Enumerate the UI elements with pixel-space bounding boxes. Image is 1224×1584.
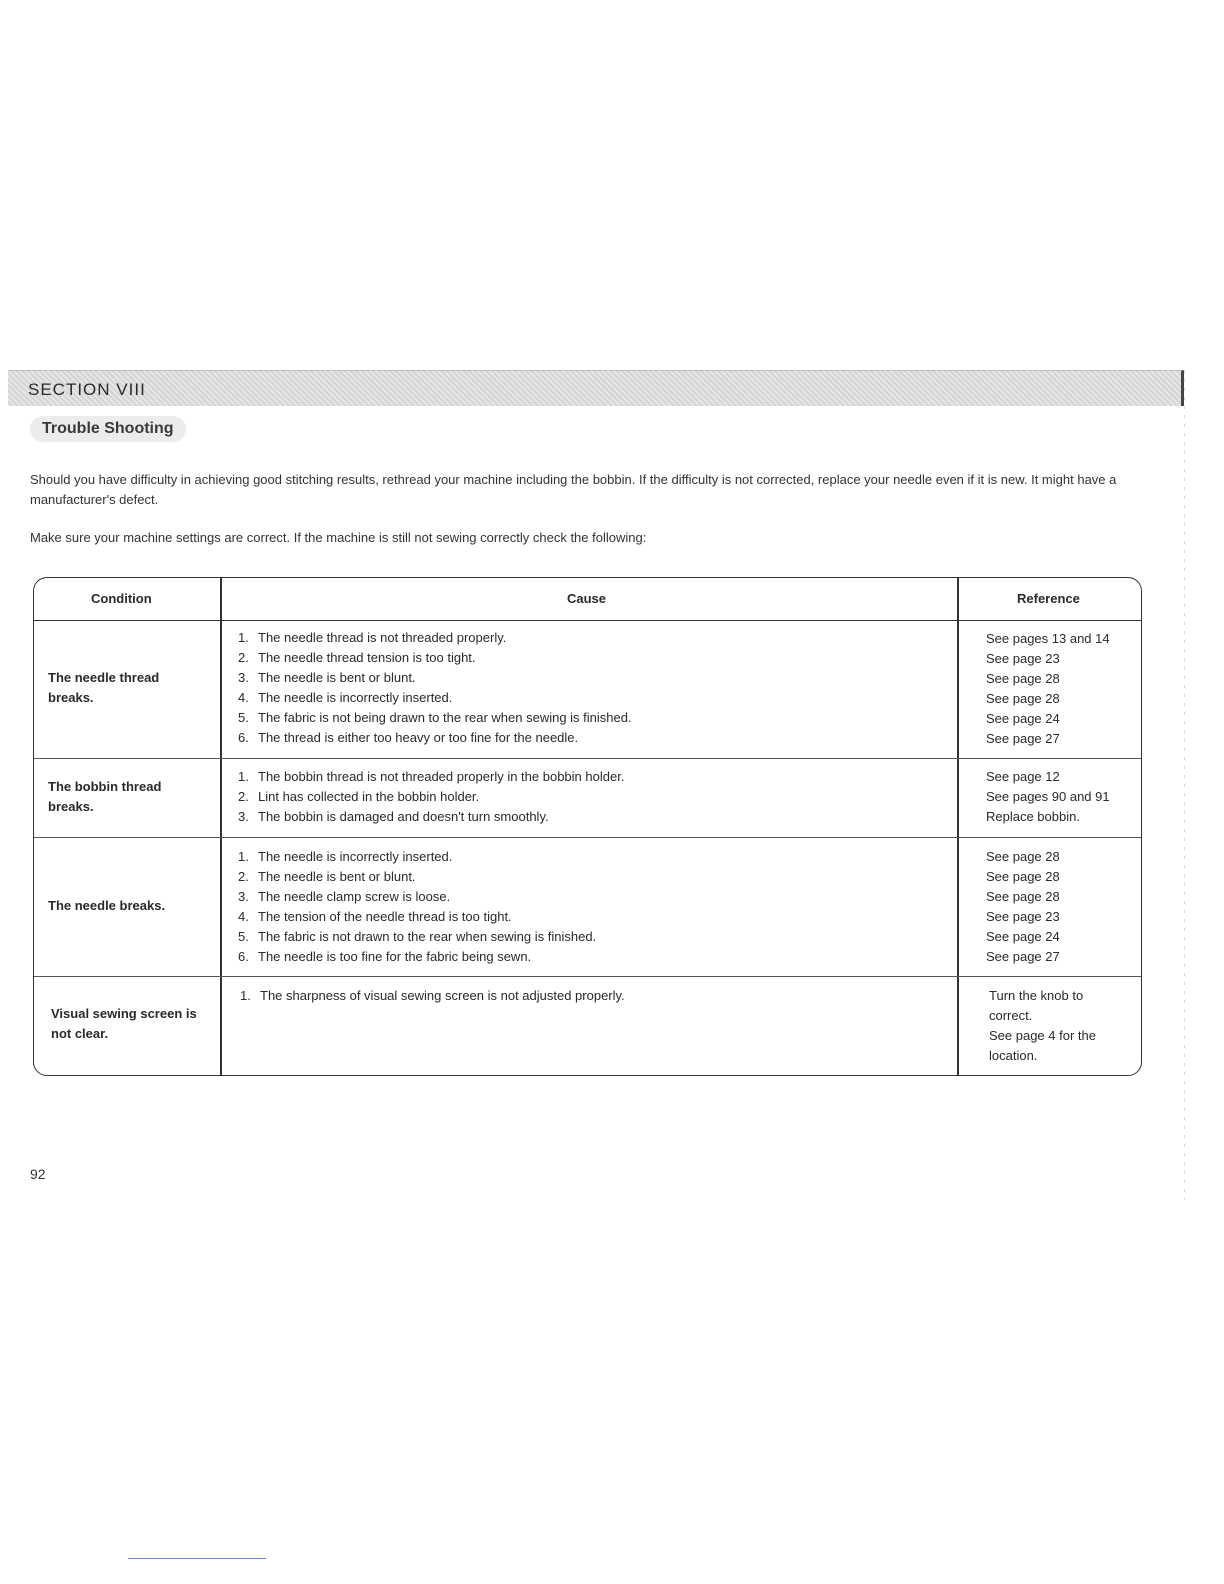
cause-item: 6. The needle is too fine for the fabric being sewn. bbox=[238, 949, 532, 964]
table-row bbox=[34, 759, 1141, 838]
reference-item: See page 28 bbox=[986, 869, 1060, 884]
instruction-paragraph: Make sure your machine settings are correct. If the machine is still not sewing correctly check the following: bbox=[30, 530, 647, 545]
reference-item: See page 12 bbox=[986, 769, 1060, 784]
condition-cell: The needle thread breaks. bbox=[48, 670, 160, 705]
header-condition: Condition bbox=[91, 591, 152, 606]
reference-list bbox=[989, 986, 1139, 1066]
reference-item: See page 23 bbox=[986, 651, 1060, 666]
table-row bbox=[34, 977, 1141, 1076]
condition-cell: The bobbin thread breaks. bbox=[48, 779, 162, 814]
reference-list bbox=[986, 629, 1136, 749]
reference-item: See page 24 bbox=[986, 711, 1060, 726]
cause-item: 3. The needle clamp screw is loose. bbox=[238, 889, 451, 904]
cause-list bbox=[238, 847, 938, 967]
cause-item: 4. The tension of the needle thread is too tight. bbox=[238, 909, 512, 924]
binding-edge bbox=[1184, 370, 1185, 1200]
reference-item: Turn the knob to bbox=[989, 988, 1084, 1003]
cause-item: 1. The bobbin thread is not threaded properly in the bobbin holder. bbox=[238, 769, 625, 784]
reference-list bbox=[986, 767, 1136, 827]
reference-item: See pages 90 and 91 bbox=[986, 789, 1110, 804]
footer-rule bbox=[128, 1558, 266, 1559]
reference-item: correct. bbox=[989, 1008, 1033, 1023]
reference-item: See page 28 bbox=[986, 849, 1060, 864]
cause-item: 4. The needle is incorrectly inserted. bbox=[238, 690, 453, 705]
cause-item: 5. The fabric is not drawn to the rear when sewing is finished. bbox=[238, 929, 597, 944]
cause-item: 1. The needle thread is not threaded properly. bbox=[238, 630, 507, 645]
page-title: Trouble Shooting bbox=[30, 416, 186, 442]
cause-item: 3. The needle is bent or blunt. bbox=[238, 670, 416, 685]
reference-item: See page 28 bbox=[986, 671, 1060, 686]
reference-item: See page 23 bbox=[986, 909, 1060, 924]
section-header-bar bbox=[8, 370, 1184, 406]
reference-item: See page 4 for the bbox=[989, 1028, 1096, 1043]
reference-item: See page 24 bbox=[986, 929, 1060, 944]
intro-paragraph: Should you have difficulty in achieving good stitching results, rethread your machine including the bobbin. If the difficulty is not corrected, replace your needle even if it is new. It might have a manufacturer's defect. bbox=[30, 472, 1117, 507]
table-row bbox=[34, 838, 1141, 977]
condition-cell: Visual sewing screen is not clear. bbox=[51, 1006, 197, 1041]
cause-list bbox=[238, 628, 938, 748]
cause-list bbox=[240, 986, 940, 1006]
cause-list bbox=[238, 767, 938, 827]
cause-item: 2. Lint has collected in the bobbin holder. bbox=[238, 789, 480, 804]
table-row bbox=[34, 621, 1141, 759]
cause-item: 3. The bobbin is damaged and doesn't turn smoothly. bbox=[238, 809, 549, 824]
condition-cell: The needle breaks. bbox=[48, 898, 166, 913]
reference-list bbox=[986, 847, 1136, 967]
cause-item: 6. The thread is either too heavy or too fine for the needle. bbox=[238, 730, 579, 745]
cause-item: 2. The needle is bent or blunt. bbox=[238, 869, 416, 884]
table-header bbox=[34, 578, 1141, 621]
reference-item: See page 27 bbox=[986, 731, 1060, 746]
reference-item: See page 27 bbox=[986, 949, 1060, 964]
page-number: 92 bbox=[30, 1166, 46, 1182]
header-reference: Reference bbox=[1017, 591, 1080, 606]
reference-item: Replace bobbin. bbox=[986, 809, 1080, 824]
reference-item: See page 28 bbox=[986, 889, 1060, 904]
reference-item: See page 28 bbox=[986, 691, 1060, 706]
cause-item: 5. The fabric is not being drawn to the rear when sewing is finished. bbox=[238, 710, 632, 725]
header-cause: Cause bbox=[567, 591, 607, 606]
cause-item: 1. The sharpness of visual sewing screen is not adjusted properly. bbox=[240, 988, 625, 1003]
reference-item: location. bbox=[989, 1048, 1038, 1063]
cause-item: 1. The needle is incorrectly inserted. bbox=[238, 849, 453, 864]
trouble-shooting-table bbox=[33, 577, 1142, 1076]
section-label: SECTION VIII bbox=[28, 380, 146, 399]
cause-item: 2. The needle thread tension is too tight. bbox=[238, 650, 476, 665]
reference-item: See pages 13 and 14 bbox=[986, 631, 1110, 646]
